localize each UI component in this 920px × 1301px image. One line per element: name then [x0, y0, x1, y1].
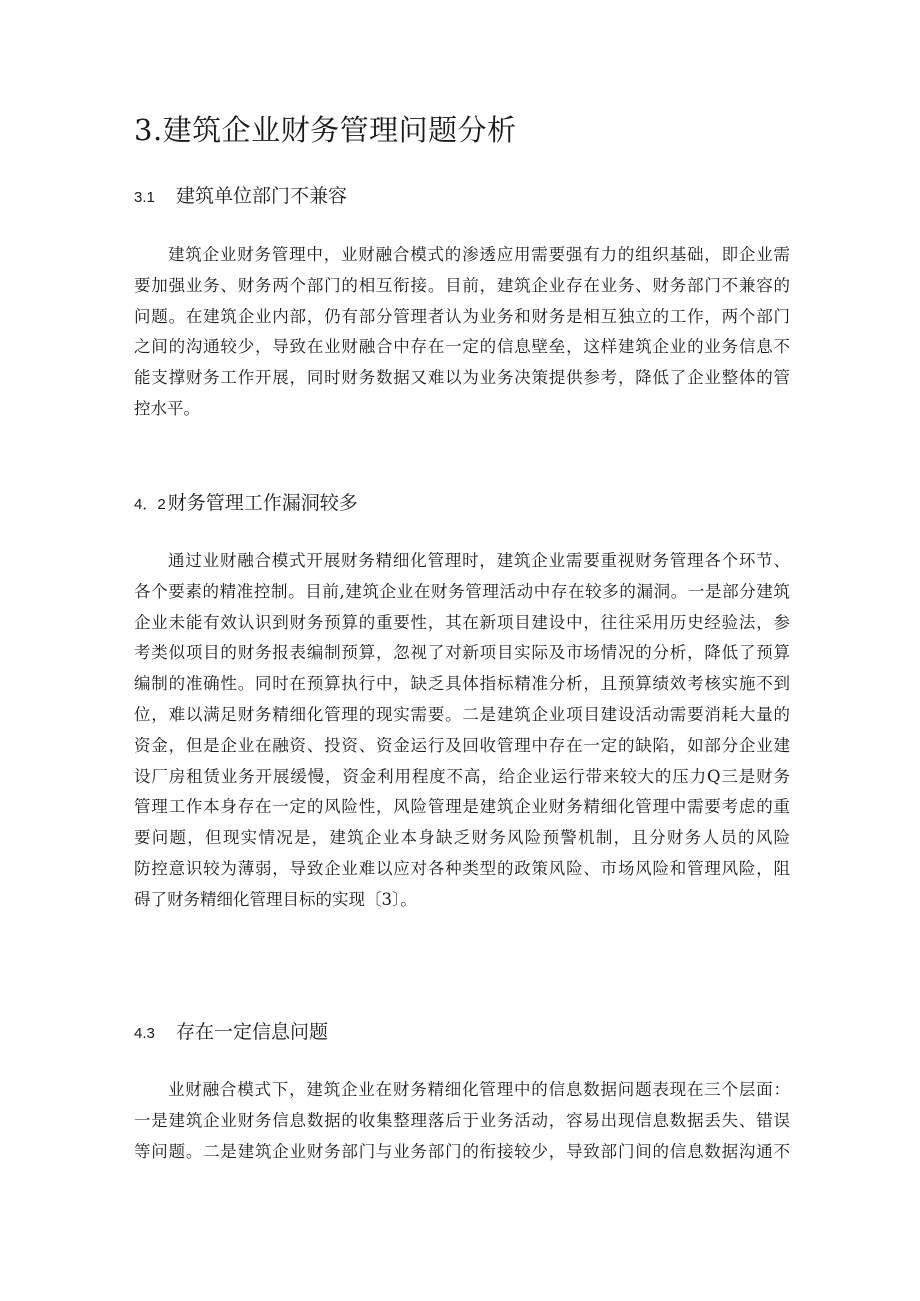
page-title: 3.建筑企业财务管理问题分析 — [134, 113, 517, 147]
paragraph-line: 通过业财融合模式开展财务精细化管理时，建筑企业需要重视财务管理各个环节、 — [168, 551, 790, 570]
paragraph-line: 要问题，但现实情况是，建筑企业本身缺乏财务风险预警机制，且分财务人员的风险 — [134, 828, 790, 848]
paragraph-line: 管理工作本身存在一定的风险性，风险管理是建筑企业财务精细化管理中需要考虑的重 — [134, 797, 790, 817]
paragraph-line: 编制的准确性。同时在预算执行中，缺乏具体指标精准分析，且预算绩效考核实施不到 — [134, 674, 790, 694]
paragraph-line: 各个要素的精准控制。目前,建筑企业在财务管理活动中存在较多的漏洞。一是部分建筑 — [134, 581, 790, 601]
paragraph-line: 要加强业务、财务两个部门的相互衔接。目前，建筑企业存在业务、财务部门不兼容的 — [134, 275, 790, 295]
section-heading-4-2 — [134, 488, 358, 515]
paragraph-line: 等问题。二是建筑企业财务部门与业务部门的衔接较少，导致部门间的信息数据沟通不 — [134, 1141, 790, 1161]
section-paragraph-4-2 — [134, 546, 790, 916]
section-title: 建筑单位部门不兼容 — [176, 185, 348, 207]
paragraph-line: 防控意识较为薄弱，导致企业难以应对各种类型的政策风险、市场风险和管理风险，阻 — [134, 858, 790, 878]
paragraph-line: 建筑企业财务管理中，业财融合模式的渗透应用需要强有力的组织基础，即企业需 — [168, 245, 790, 264]
paragraph-line: 企业未能有效认识到财务预算的重要性，其在新项目建设中，往往采用历史经验法，参 — [134, 612, 790, 632]
paragraph-line: 资金，但是企业在融资、投资、资金运行及回收管理中存在一定的缺陷，如部分企业建 — [134, 735, 790, 755]
paragraph-line: 位，难以满足财务精细化管理的现实需要。二是建筑企业项目建设活动需要消耗大量的 — [134, 704, 790, 724]
section-heading-4-3 — [134, 1017, 328, 1044]
paragraph-line: 一是建筑企业财务信息数据的收集整理落后于业务活动，容易出现信息数据丢失、错误 — [134, 1110, 790, 1130]
section-paragraph-4-3 — [134, 1075, 790, 1167]
paragraph-line: 控水平。 — [134, 398, 200, 418]
paragraph-line: 问题。在建筑企业内部，仍有部分管理者认为业务和财务是相互独立的工作，两个部门 — [134, 306, 790, 326]
section-title: 存在一定信息问题 — [176, 1021, 329, 1043]
paragraph-line: 考类似项目的财务报表编制预算，忽视了对新项目实际及市场情况的分析，降低了预算 — [134, 643, 790, 663]
section-number: 3.1 — [134, 189, 155, 206]
section-number: 4.3 — [134, 1025, 155, 1042]
section-title: 财务管理工作漏洞较多 — [167, 492, 358, 514]
section-number: 4．2 — [134, 496, 166, 513]
paragraph-line: 碍了财务精细化管理目标的实现〔3〕。 — [134, 889, 417, 909]
paragraph-line: 设厂房租赁业务开展缓慢，资金利用程度不高，给企业运行带来较大的压力Q三是财务 — [134, 766, 790, 786]
section-heading-3-1 — [134, 181, 347, 208]
paragraph-line: 业财融合模式下，建筑企业在财务精细化管理中的信息数据问题表现在三个层面： — [168, 1080, 790, 1099]
paragraph-line: 之间的沟通较少，导致在业财融合中存在一定的信息壁垒，这样建筑企业的业务信息不 — [134, 337, 790, 357]
section-paragraph-3-1 — [134, 240, 790, 425]
paragraph-line: 能支撑财务工作开展，同时财务数据又难以为业务决策提供参考，降低了企业整体的管 — [134, 368, 790, 388]
